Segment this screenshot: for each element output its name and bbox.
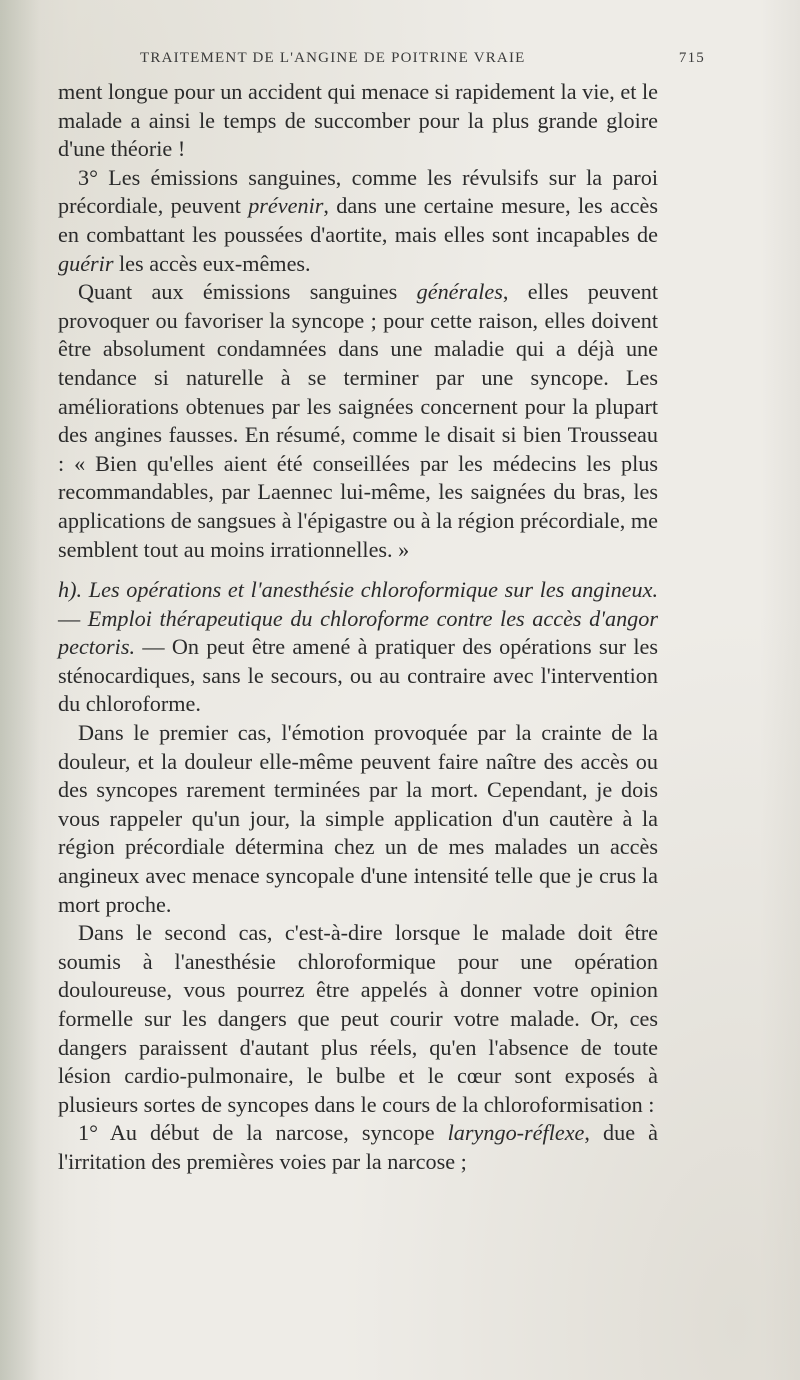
paragraph-point-1	[58, 1119, 658, 1176]
section-subtitle: Emploi thérapeutique du chloroforme contre les accès d'angor pectoris.	[58, 605, 659, 660]
paragraph-text: 3° Les émissions sanguines, comme les révulsifs sur la paroi précordiale, peuvent	[58, 164, 658, 219]
paragraph-general-bleeding	[58, 278, 658, 564]
paragraph-continuation	[58, 78, 658, 164]
section-heading-h	[58, 576, 658, 719]
paragraph-text: — On peut être amené à pratiquer des opérations sur les sténocardiques, sans le secours, ou au contraire avec l'intervention du chloroforme.	[58, 634, 658, 717]
page-body	[58, 78, 658, 1177]
running-title: TRAITEMENT DE L'ANGINE DE POITRINE VRAIE	[140, 50, 526, 66]
page-edge-shadow	[0, 0, 40, 1380]
paragraph-text: Dans le premier cas, l'émotion provoquée par la crainte de la douleur, et la douleur elle-même peuvent faire naître des accès ou des syncopes rarement terminées par la mort. Cependant, je dois vous rappeler qu'un jour, la simple application d'un cautère à la région précordiale détermina chez un de mes malades un accès angineux avec menace syncopale d'une intensité telle que je crus la mort proche.	[58, 720, 658, 917]
dash: —	[58, 605, 88, 631]
running-head	[130, 50, 705, 72]
paragraph-second-case	[58, 919, 658, 1119]
italic-term: générales	[416, 279, 503, 305]
paragraph-text: , due à l'irritation des premières voies par la narcose ;	[58, 1120, 658, 1174]
paragraph-point-3	[58, 164, 658, 278]
paragraph-text: les accès eux-mêmes.	[113, 250, 311, 276]
page-number: 715	[678, 50, 705, 66]
paragraph-text: Quant aux émissions sanguines	[78, 279, 417, 305]
italic-term: guérir	[58, 250, 114, 276]
italic-term: prévenir	[248, 193, 324, 219]
italic-term: laryngo-réflexe	[447, 1120, 585, 1146]
paragraph-text: 1° Au début de la narcose, syncope	[78, 1120, 448, 1146]
paragraph-text: , elles peuvent provoquer ou favoriser la syncope ; pour cette raison, elles doivent être absolument condamnées dans une maladie qui a déjà une tendance si naturelle à se terminer par une syncope. Les améliorations obtenues par les saignées concernent pour la plupart des angines fausses. En résumé, comme le disait si bien Trousseau : « Bien qu'elles aient été conseillées par les médecins les plus recommandables, par Laennec lui-même, les saignées du bras, les applications de sangsues à l'épigastre ou à la région précordiale, me semblent tout au moins irrationnelles. »	[58, 279, 658, 562]
section-title: h). Les opérations et l'anesthésie chloroformique sur les angineux.	[58, 577, 658, 603]
paragraph-text: ment longue pour un accident qui menace si rapidement la vie, et le malade a ainsi le temps de succomber pour la plus grande gloire d'une théorie !	[58, 79, 658, 162]
paragraph-first-case	[58, 719, 658, 919]
paragraph-text: , dans une certaine mesure, les accès en combattant les poussées d'aortite, mais elles sont incapables de	[58, 193, 659, 247]
paragraph-text: Dans le second cas, c'est-à-dire lorsque le malade doit être soumis à l'anesthésie chloroformique pour une opération douloureuse, vous pourrez être appelés à donner votre opinion formelle sur les dangers que peut courir votre malade. Or, ces dangers paraissent d'autant plus réels, qu'en l'absence de toute lésion cardio-pulmonaire, le bulbe et le cœur sont exposés à plusieurs sortes de syncopes dans le cours de la chloroformisation :	[58, 920, 658, 1117]
